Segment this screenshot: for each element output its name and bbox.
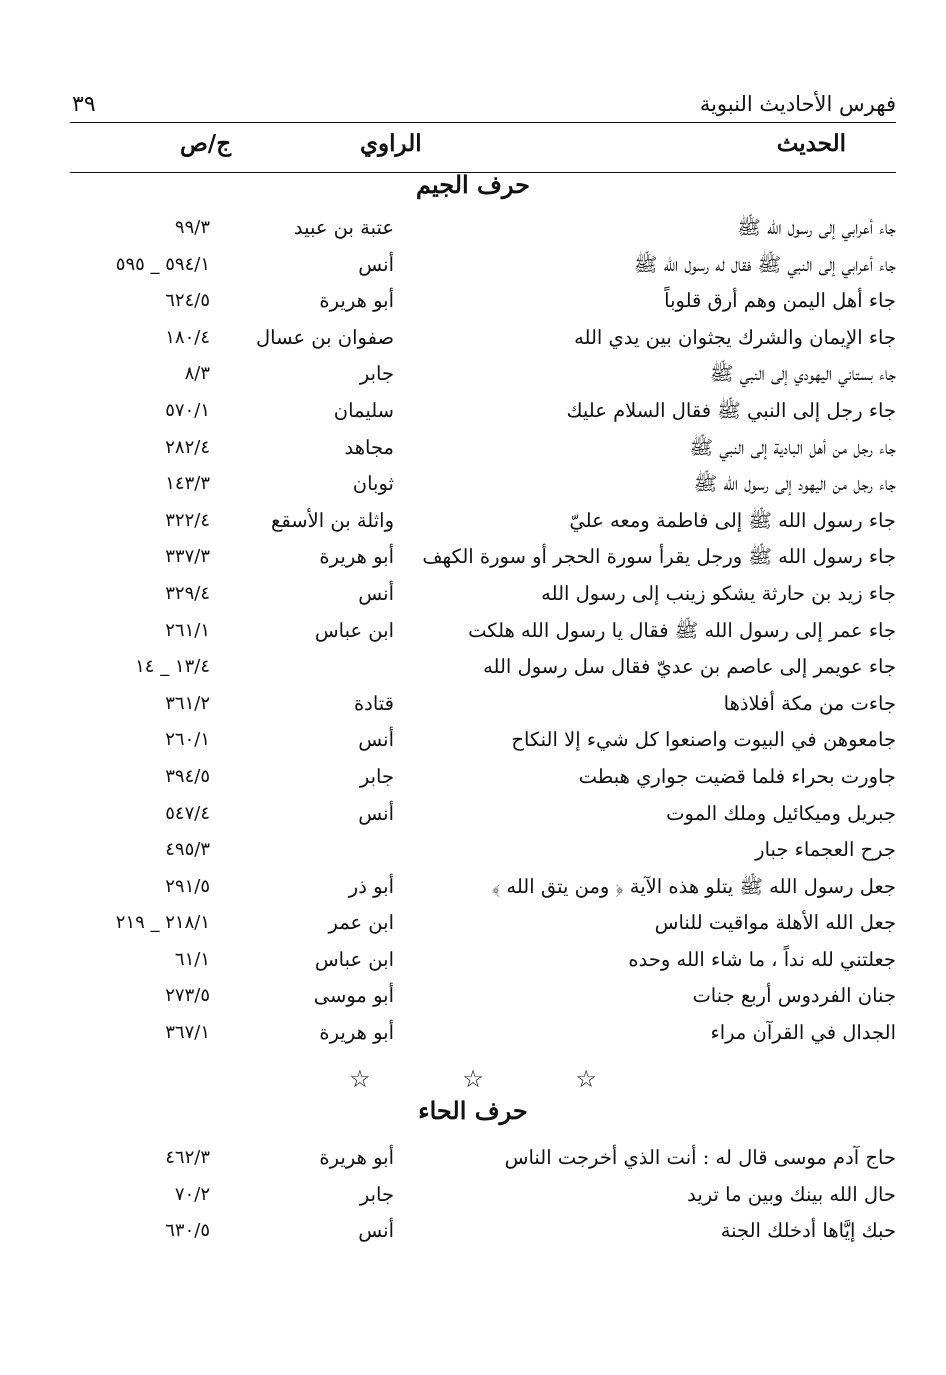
hadith-text: جاء رجل من اليهود إلى رسول الله ﷺ: [693, 472, 896, 496]
hadith-text: جاء بستاني اليهودي إلى النبي ﷺ: [709, 362, 896, 386]
volume-page-ref: ٢٦١/١: [165, 619, 210, 641]
page-title: فهرس الأحاديث النبوية: [699, 92, 896, 116]
index-row: [70, 283, 896, 320]
hadith-text: حبك إيَّاها أدخلك الجنة: [720, 1219, 896, 1243]
column-header-volume-page: ج/ص: [180, 130, 232, 157]
index-row: [70, 393, 896, 430]
page-header: [70, 88, 896, 123]
volume-page-ref: ٢٩١/٥: [165, 875, 210, 897]
column-header-hadith: الحديث: [776, 130, 846, 157]
hadith-text: جعلتني لله نداً ، ما شاء الله وحده: [628, 947, 896, 971]
volume-page-ref: ٦٣٠/٥: [165, 1220, 210, 1242]
index-row: [70, 796, 896, 833]
volume-page-ref: ٥٩٤/١ _ ٥٩٥: [115, 253, 210, 275]
narrator-name: أبو هريرة: [319, 545, 394, 569]
volume-page-ref: ٢٦٠/١: [165, 729, 210, 751]
narrator-name: ابن عمر: [328, 911, 394, 935]
hadith-text: جاء أهل اليمن وهم أرق قلوباً: [664, 289, 896, 313]
section-title-ha: حرف الحاء: [418, 1096, 528, 1125]
narrator-name: أبو هريرة: [319, 1021, 394, 1045]
index-row: [70, 356, 896, 393]
page-number: ٣٩: [72, 92, 96, 117]
hadith-text: جاء رجل إلى النبي ﷺ فقال السلام عليك: [566, 398, 896, 422]
volume-page-ref: ١٣/٤ _ ١٤: [135, 656, 210, 678]
volume-page-ref: ٦١/١: [174, 948, 210, 970]
narrator-name: أبو موسى: [313, 984, 394, 1008]
index-row: [70, 320, 896, 357]
hadith-text: جاء رسول الله ﷺ ورجل يقرأ سورة الحجر أو سورة الكهف: [422, 545, 896, 569]
index-row: [70, 210, 896, 247]
narrator-name: أبو ذر: [348, 874, 394, 898]
hadith-text: جاورت بحراء فلما قضيت جواري هبطت: [578, 764, 896, 788]
hadith-text: جرح العجماء جبار: [755, 838, 896, 862]
hadith-text: جاء أعرابي إلى النبي ﷺ فقال له رسول الله ﷺ: [633, 252, 896, 276]
hadith-text: جاء عمر إلى رسول الله ﷺ فقال يا رسول الله هلكت: [468, 618, 896, 642]
narrator-name: عتبة بن عبيد: [293, 216, 394, 239]
hadith-text: جاء رجل من أهل البادية إلى النبي ﷺ: [689, 435, 896, 459]
volume-page-ref: ٢٧٣/٥: [165, 985, 210, 1007]
volume-page-ref: ٤٩٥/٣: [165, 839, 210, 861]
index-list-ha: [70, 1140, 896, 1250]
index-row: [70, 430, 896, 467]
volume-page-ref: ٥٧٠/١: [165, 399, 210, 421]
narrator-name: ابن عباس: [314, 947, 394, 971]
index-row: [70, 1213, 896, 1250]
narrator-name: جابر: [359, 362, 394, 386]
index-row: [70, 905, 896, 942]
volume-page-ref: ٣٣٧/٣: [165, 546, 210, 568]
volume-page-ref: ٨/٣: [184, 363, 210, 385]
index-row: [70, 832, 896, 869]
hadith-text: جاء الإيمان والشرك يجثوان بين يدي الله: [574, 325, 896, 349]
index-row: [70, 503, 896, 540]
narrator-name: أبو هريرة: [319, 1146, 394, 1169]
index-row: [70, 649, 896, 686]
index-row: [70, 466, 896, 503]
narrator-name: أنس: [358, 801, 394, 825]
index-row: [70, 247, 896, 284]
volume-page-ref: ٢٨٢/٤: [165, 436, 210, 458]
narrator-name: ابن عباس: [314, 618, 394, 642]
index-row: [70, 869, 896, 906]
column-headers: [70, 128, 896, 173]
index-row: [70, 759, 896, 796]
narrator-name: أنس: [358, 252, 394, 276]
hadith-text: جبريل وميكائيل وملك الموت: [666, 801, 896, 825]
hadith-text: جاء رسول الله ﷺ إلى فاطمة ومعه عليّ: [569, 508, 896, 532]
narrator-name: مجاهد: [344, 435, 394, 459]
hadith-text: جنان الفردوس أربع جنات: [692, 984, 896, 1008]
volume-page-ref: ٣٩٤/٥: [165, 765, 210, 787]
volume-page-ref: ٣٦١/٢: [165, 692, 210, 714]
index-row: [70, 942, 896, 979]
narrator-name: ثوبان: [352, 472, 394, 496]
volume-page-ref: ٧٠/٢: [174, 1183, 210, 1205]
index-row: [70, 1140, 896, 1177]
index-row: [70, 613, 896, 650]
hadith-text: جاء عويمر إلى عاصم بن عديّ فقال سل رسول الله: [483, 655, 896, 679]
volume-page-ref: ٤٦٢/٣: [165, 1147, 210, 1168]
volume-page-ref: ٥٤٧/٤: [165, 802, 210, 824]
volume-page-ref: ٣٦٧/١: [165, 1022, 210, 1044]
narrator-name: واثلة بن الأسقع: [271, 508, 394, 532]
narrator-name: أنس: [358, 1219, 394, 1243]
volume-page-ref: ٣٢٢/٤: [165, 509, 210, 531]
index-row: [70, 722, 896, 759]
index-list-jim: [70, 210, 896, 1052]
narrator-name: صفوان بن عسال: [255, 325, 394, 349]
index-row: [70, 978, 896, 1015]
index-row: [70, 1015, 896, 1052]
index-row: [70, 1177, 896, 1214]
narrator-name: أنس: [358, 581, 394, 605]
volume-page-ref: ٢١٨/١ _ ٢١٩: [115, 912, 210, 934]
hadith-text: الجدال في القرآن مراء: [710, 1021, 896, 1045]
volume-page-ref: ٦٢٤/٥: [165, 290, 210, 312]
section-separator-stars: ☆ ☆ ☆: [349, 1065, 639, 1093]
narrator-name: جابر: [359, 764, 394, 788]
index-row: [70, 686, 896, 723]
volume-page-ref: ٩٩/٣: [174, 217, 210, 238]
narrator-name: جابر: [359, 1182, 394, 1206]
index-row: [70, 539, 896, 576]
hadith-text: حاج آدم موسى قال له : أنت الذي أخرجت الناس: [504, 1146, 896, 1169]
hadith-text: حال الله بينك وبين ما تريد: [687, 1182, 896, 1206]
narrator-name: سليمان: [333, 398, 394, 422]
narrator-name: أبو هريرة: [319, 289, 394, 313]
hadith-text: جاء أعرابي إلى رسول الله ﷺ: [737, 216, 896, 239]
hadith-text: جامعوهن في البيوت واصنعوا كل شيء إلا النكاح: [511, 728, 896, 752]
hadith-text: جعل الله الأهلة مواقيت للناس: [654, 911, 896, 935]
volume-page-ref: ١٤٣/٣: [165, 473, 210, 495]
hadith-text: جعل رسول الله ﷺ يتلو هذه الآية ﴿ ومن يتق الله ﴾: [492, 874, 896, 898]
hadith-text: جاء زيد بن حارثة يشكو زينب إلى رسول الله: [541, 581, 896, 605]
section-title-jim: حرف الجيم: [416, 170, 530, 199]
index-row: [70, 576, 896, 613]
narrator-name: قتادة: [353, 691, 394, 715]
column-header-narrator: الراوي: [360, 130, 422, 157]
narrator-name: أنس: [358, 728, 394, 752]
volume-page-ref: ١٨٠/٤: [165, 326, 210, 348]
hadith-text: جاءت من مكة أفلاذها: [723, 691, 896, 715]
volume-page-ref: ٣٢٩/٤: [165, 582, 210, 604]
